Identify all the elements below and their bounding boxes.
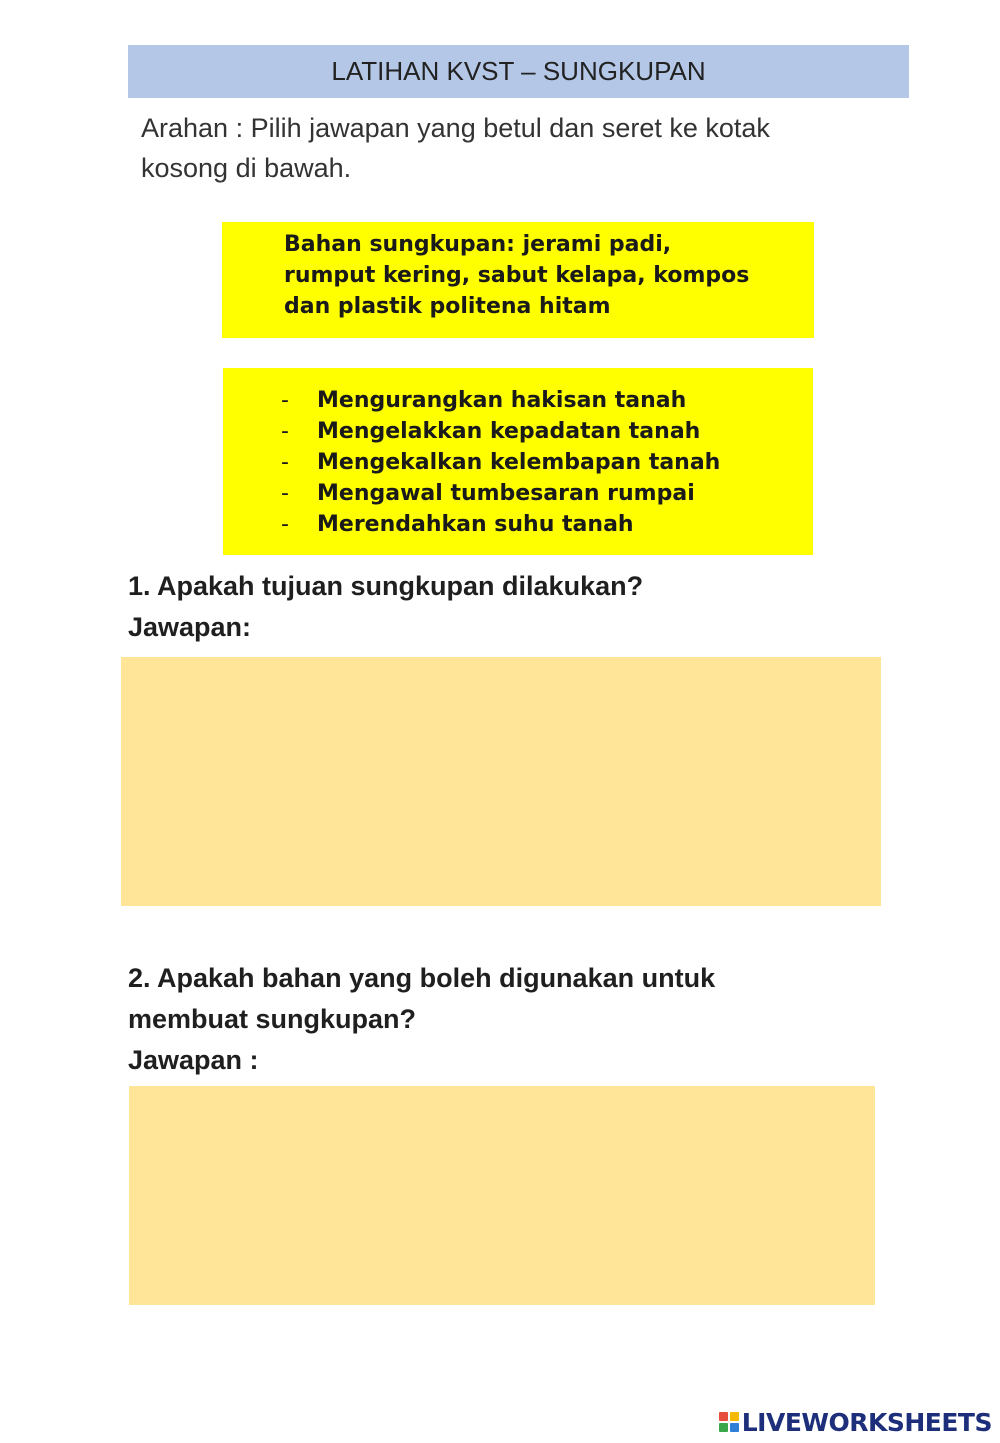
purpose-item-text: Mengawal tumbesaran rumpai [317,481,695,506]
purpose-list-item [281,509,813,540]
question-2-text-line-1: 2. Apakah bahan yang boleh digunakan untuk [128,963,716,993]
draggable-answer-materials[interactable] [222,222,814,338]
question-2-text-line-2: membuat sungkupan? [128,1004,417,1034]
purpose-item-text: Mengurangkan hakisan tanah [317,388,687,413]
purpose-item-text: Mengelakkan kepadatan tanah [317,419,701,444]
question-2-answer-label: Jawapan : [128,1045,259,1075]
bullet-dash: - [281,512,289,537]
question-1 [128,566,828,648]
draggable-answer-purposes[interactable] [223,368,813,555]
question-1-answer-label: Jawapan: [128,612,252,642]
bullet-dash: - [281,419,289,444]
purpose-list-item [281,385,813,416]
answer-drop-zone-1[interactable] [121,657,881,906]
instruction-line-2: kosong di bawah. [141,153,352,183]
worksheet-title: LATIHAN KVST – SUNGKUPAN [331,56,706,86]
worksheet-title-bar [128,45,909,98]
question-2 [128,958,828,1081]
purpose-list-item [281,416,813,447]
liveworksheets-logo [719,1407,992,1437]
bullet-dash: - [281,450,289,475]
purpose-item-text: Merendahkan suhu tanah [317,512,634,537]
purpose-list-item [281,447,813,478]
bullet-dash: - [281,481,289,506]
instruction-line-1: Arahan : Pilih jawapan yang betul dan seret ke kotak [141,113,770,143]
question-1-text: 1. Apakah tujuan sungkupan dilakukan? [128,571,644,601]
purpose-list-item [281,478,813,509]
materials-line: rumput kering, sabut kelapa, kompos [284,263,750,288]
liveworksheets-logo-text: LIVEWORKSHEETS [741,1407,992,1437]
purpose-item-text: Mengekalkan kelembapan tanah [317,450,721,475]
instruction-text [141,108,881,188]
materials-line: dan plastik politena hitam [284,294,611,319]
answer-drop-zone-2[interactable] [129,1086,875,1305]
bullet-dash: - [281,388,289,413]
liveworksheets-logo-icon [719,1412,739,1432]
materials-line: Bahan sungkupan: jerami padi, [284,232,672,257]
